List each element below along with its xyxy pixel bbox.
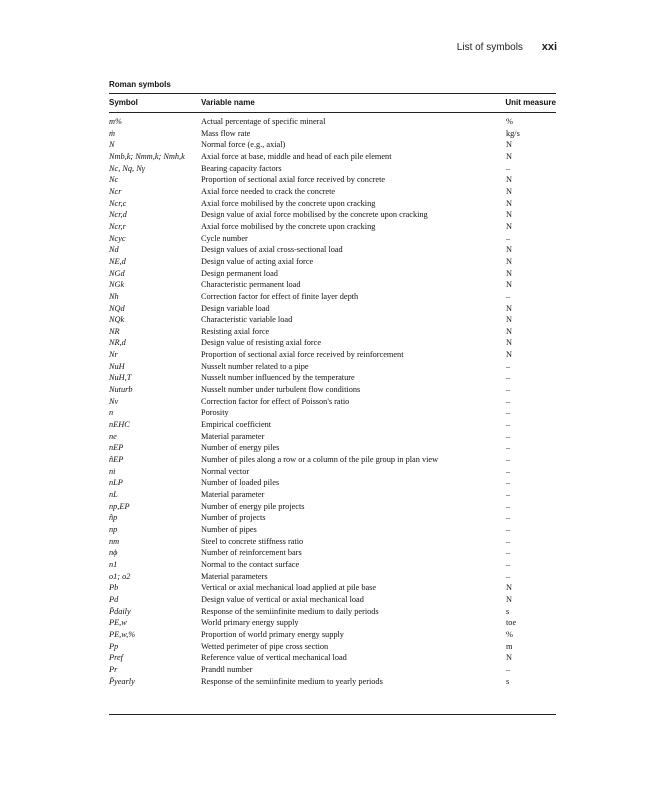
symbol-cell: n1 <box>109 559 118 569</box>
table-row <box>109 582 556 594</box>
variable-name-cell: Cycle number <box>201 233 248 243</box>
symbol-cell: Ncr,r <box>109 221 126 231</box>
table-row <box>109 174 556 186</box>
unit-cell: – <box>506 524 511 534</box>
table-row <box>109 501 556 513</box>
unit-cell: N <box>506 175 512 185</box>
unit-cell: N <box>506 315 512 325</box>
variable-name-cell: Design variable load <box>201 303 270 313</box>
symbol-cell: nm <box>109 536 120 546</box>
unit-cell: toe <box>506 618 517 628</box>
symbol-cell: Nc <box>109 175 119 185</box>
variable-name-cell: Number of pipes <box>201 524 257 534</box>
symbol-cell: NuH,T <box>109 373 132 383</box>
unit-cell: N <box>506 653 512 663</box>
symbol-cell: nLP <box>109 478 123 488</box>
unit-cell: – <box>506 513 511 523</box>
variable-name-cell: Reference value of vertical mechanical load <box>201 653 347 663</box>
table-row <box>109 256 556 268</box>
symbol-cell: N <box>109 140 115 150</box>
unit-cell: – <box>506 420 511 430</box>
unit-cell: N <box>506 210 512 220</box>
variable-name-cell: Resisting axial force <box>201 326 270 336</box>
table-row <box>109 361 556 373</box>
variable-name-cell: Normal force (e.g., axial) <box>201 140 286 150</box>
table-row <box>109 268 556 280</box>
table-row <box>109 629 556 641</box>
variable-name-cell: Normal vector <box>201 466 250 476</box>
unit-cell: – <box>506 163 511 173</box>
symbol-cell: NR,d <box>109 338 126 348</box>
table-row <box>109 198 556 210</box>
unit-cell: N <box>506 303 512 313</box>
table-row <box>109 512 556 524</box>
table-row <box>109 617 556 629</box>
variable-name-cell: Nusselt number under turbulent flow conditions <box>201 385 361 395</box>
symbol-cell: Pb <box>109 583 119 593</box>
variable-name-cell: Bearing capacity factors <box>201 163 282 173</box>
variable-name-cell: Axial force at base, middle and head of each pile element <box>201 151 392 161</box>
unit-cell: N <box>506 151 512 161</box>
running-head-title: List of symbols <box>456 42 523 53</box>
variable-name-cell: Design value of vertical or axial mechanical load <box>201 594 364 604</box>
table-row <box>109 151 556 163</box>
table-row <box>109 163 556 175</box>
unit-cell: % <box>506 629 513 639</box>
symbol-cell: NGd <box>109 268 125 278</box>
variable-name-cell: Mass flow rate <box>201 128 251 138</box>
variable-name-cell: Number of energy piles <box>201 443 280 453</box>
unit-cell: – <box>506 385 511 395</box>
symbol-cell: NGk <box>109 280 125 290</box>
table-row <box>109 407 556 419</box>
variable-name-cell: Wetted perimeter of pipe cross section <box>201 641 329 651</box>
variable-name-cell: Design value of acting axial force <box>201 256 314 266</box>
variable-name-cell: Material parameter <box>201 431 265 441</box>
unit-cell: – <box>506 291 511 301</box>
table-row <box>109 442 556 454</box>
unit-cell: s <box>506 676 510 686</box>
variable-name-cell: Number of piles along a row or a column of the pile group in plan view <box>201 455 439 465</box>
variable-name-cell: Vertical or axial mechanical load applied at pile base <box>201 583 377 593</box>
symbol-cell: Ncyc <box>109 233 126 243</box>
symbol-cell: Pr <box>109 664 118 674</box>
symbol-cell: NuH <box>109 361 125 371</box>
unit-cell: N <box>506 268 512 278</box>
symbol-cell: PE,w <box>109 618 127 628</box>
variable-name-cell: Design values of axial cross-sectional load <box>201 245 343 255</box>
table-row <box>109 314 556 326</box>
unit-cell: m <box>506 641 513 651</box>
symbol-cell: nL <box>109 490 118 499</box>
symbol-cell: Ncr,d <box>109 210 127 220</box>
variable-name-cell: Response of the semiinfinite medium to yearly periods <box>201 676 383 686</box>
symbol-cell: Nν <box>109 396 119 406</box>
symbol-cell: n <box>109 408 114 418</box>
table-header-rule <box>109 112 556 113</box>
unit-cell: N <box>506 326 512 336</box>
table-row <box>109 116 556 128</box>
table-row <box>109 664 556 676</box>
header-variable-name: Variable name <box>201 98 255 107</box>
unit-cell: – <box>506 536 511 546</box>
variable-name-cell: Material parameters <box>201 571 268 581</box>
table-header <box>109 98 556 110</box>
section-title: Roman symbols <box>109 80 171 89</box>
unit-cell: N <box>506 198 512 208</box>
unit-cell: N <box>506 350 512 360</box>
unit-cell: – <box>506 431 511 441</box>
table-row <box>109 676 556 688</box>
variable-name-cell: Proportion of sectional axial force received by concrete <box>201 175 386 185</box>
unit-cell: – <box>506 396 511 406</box>
table-row <box>109 384 556 396</box>
symbol-cell: np,EP <box>109 501 130 511</box>
symbol-cell: ñEP <box>109 455 124 465</box>
symbol-cell: nEP <box>109 443 124 453</box>
variable-name-cell: Number of reinforcement bars <box>201 548 302 558</box>
symbol-cell: Ncr <box>109 186 122 196</box>
variable-name-cell: Normal to the contact surface <box>201 559 300 569</box>
table-row <box>109 571 556 583</box>
table-row <box>109 594 556 606</box>
table-row <box>109 209 556 221</box>
unit-cell: – <box>506 664 511 674</box>
variable-name-cell: Number of projects <box>201 513 266 523</box>
variable-name-cell: Number of energy pile projects <box>201 501 305 511</box>
table-row <box>109 466 556 478</box>
table-row <box>109 489 556 501</box>
table-row <box>109 349 556 361</box>
unit-cell: – <box>506 490 511 499</box>
variable-name-cell: Nusselt number influenced by the temperature <box>201 373 355 383</box>
symbol-cell: ne <box>109 431 117 441</box>
variable-name-cell: Correction factor for effect of Poisson's ratio <box>201 396 350 406</box>
symbol-cell: Pp <box>109 641 119 651</box>
table-row <box>109 454 556 466</box>
symbol-cell: Pd <box>109 594 119 604</box>
table-row <box>109 536 556 548</box>
unit-cell: – <box>506 548 511 558</box>
running-head <box>457 41 557 53</box>
unit-cell: – <box>506 571 511 581</box>
symbols-table-body <box>109 116 556 687</box>
symbol-cell: Nr <box>109 350 118 360</box>
variable-name-cell: Axial force needed to crack the concrete <box>201 186 336 196</box>
unit-cell: – <box>506 361 511 371</box>
unit-cell: – <box>506 559 511 569</box>
unit-cell: – <box>506 443 511 453</box>
symbol-cell: Ncr,c <box>109 198 127 208</box>
table-row <box>109 547 556 559</box>
unit-cell: N <box>506 140 512 150</box>
table-row <box>109 396 556 408</box>
variable-name-cell: Design value of resisting axial force <box>201 338 322 348</box>
variable-name-cell: Axial force mobilised by the concrete upon cracking <box>201 198 376 208</box>
unit-cell: – <box>506 455 511 465</box>
variable-name-cell: Characteristic variable load <box>201 315 293 325</box>
table-row <box>109 641 556 653</box>
table-row <box>109 419 556 431</box>
variable-name-cell: World primary energy supply <box>201 618 299 628</box>
table-row <box>109 233 556 245</box>
variable-name-cell: Correction factor for effect of finite layer depth <box>201 291 359 301</box>
symbol-cell: Nd <box>109 245 119 255</box>
symbol-cell: NR <box>109 326 120 336</box>
unit-cell: N <box>506 186 512 196</box>
table-row <box>109 139 556 151</box>
symbol-cell: m% <box>109 117 122 126</box>
unit-cell: % <box>506 117 513 126</box>
table-row <box>109 326 556 338</box>
symbol-cell: Nc, Nq, Nγ <box>109 163 145 173</box>
unit-cell: – <box>506 408 511 418</box>
variable-name-cell: Design value of axial force mobilised by the concrete upon cracking <box>201 210 428 220</box>
header-symbol: Symbol <box>109 98 138 107</box>
symbol-cell: nϕ <box>109 548 118 558</box>
table-row <box>109 279 556 291</box>
table-bottom-rule <box>109 714 556 715</box>
variable-name-cell: Nusselt number related to a pipe <box>201 361 309 371</box>
symbol-cell: NE,d <box>109 256 126 266</box>
variable-name-cell: Prandtl number <box>201 664 253 674</box>
variable-name-cell: Proportion of world primary energy supply <box>201 629 344 639</box>
table-row <box>109 559 556 571</box>
symbol-cell: Nuturb <box>109 385 133 395</box>
unit-cell: N <box>506 221 512 231</box>
unit-cell: – <box>506 478 511 488</box>
symbol-cell: ni <box>109 466 116 476</box>
unit-cell: N <box>506 245 512 255</box>
table-row <box>109 652 556 664</box>
symbol-cell: ñp <box>109 513 118 523</box>
unit-cell: – <box>506 501 511 511</box>
variable-name-cell: Design permanent load <box>201 268 278 278</box>
unit-cell: N <box>506 338 512 348</box>
table-row <box>109 128 556 140</box>
variable-name-cell: Axial force mobilised by the concrete upon cracking <box>201 221 376 231</box>
unit-cell: – <box>506 373 511 383</box>
table-row <box>109 372 556 384</box>
unit-cell: – <box>506 466 511 476</box>
symbol-cell: ṁ <box>109 128 115 138</box>
symbol-cell: np <box>109 524 118 534</box>
variable-name-cell: Porosity <box>201 408 229 418</box>
header-unit-measure: Unit measure <box>505 98 556 107</box>
symbol-cell: P̄yearly <box>109 676 135 686</box>
table-row <box>109 337 556 349</box>
unit-cell: N <box>506 280 512 290</box>
unit-cell: N <box>506 594 512 604</box>
table-row <box>109 431 556 443</box>
table-row <box>109 477 556 489</box>
variable-name-cell: Number of loaded piles <box>201 478 280 488</box>
table-row <box>109 221 556 233</box>
variable-name-cell: Actual percentage of specific mineral <box>201 117 326 126</box>
unit-cell: N <box>506 583 512 593</box>
table-top-rule <box>109 93 556 94</box>
symbol-cell: P̄daily <box>109 606 131 616</box>
variable-name-cell: Proportion of sectional axial force received by reinforcement <box>201 350 404 360</box>
table-row <box>109 606 556 618</box>
table-row <box>109 244 556 256</box>
unit-cell: – <box>506 233 511 243</box>
table-row <box>109 524 556 536</box>
variable-name-cell: Characteristic permanent load <box>201 280 301 290</box>
variable-name-cell: Steel to concrete stiffness ratio <box>201 536 304 546</box>
variable-name-cell: Material parameter <box>201 490 265 499</box>
symbol-cell: NQd <box>109 303 125 313</box>
symbol-cell: o1; o2 <box>109 571 131 581</box>
variable-name-cell: Empirical coefficient <box>201 420 272 430</box>
unit-cell: kg/s <box>506 128 520 138</box>
unit-cell: s <box>506 606 510 616</box>
symbol-cell: nEHC <box>109 420 130 430</box>
unit-cell: N <box>506 256 512 266</box>
symbol-cell: PE,w,% <box>109 629 136 639</box>
symbol-cell: Nh <box>109 291 119 301</box>
variable-name-cell: Response of the semiinfinite medium to daily periods <box>201 606 379 616</box>
symbol-cell: Pref <box>109 653 123 663</box>
symbol-cell: Nmb,k; Nmm,k; Nmh,k <box>109 151 185 161</box>
symbol-cell: NQk <box>109 315 125 325</box>
table-row <box>109 291 556 303</box>
table-row <box>109 303 556 315</box>
table-row <box>109 186 556 198</box>
page-number: xxi <box>541 41 557 53</box>
